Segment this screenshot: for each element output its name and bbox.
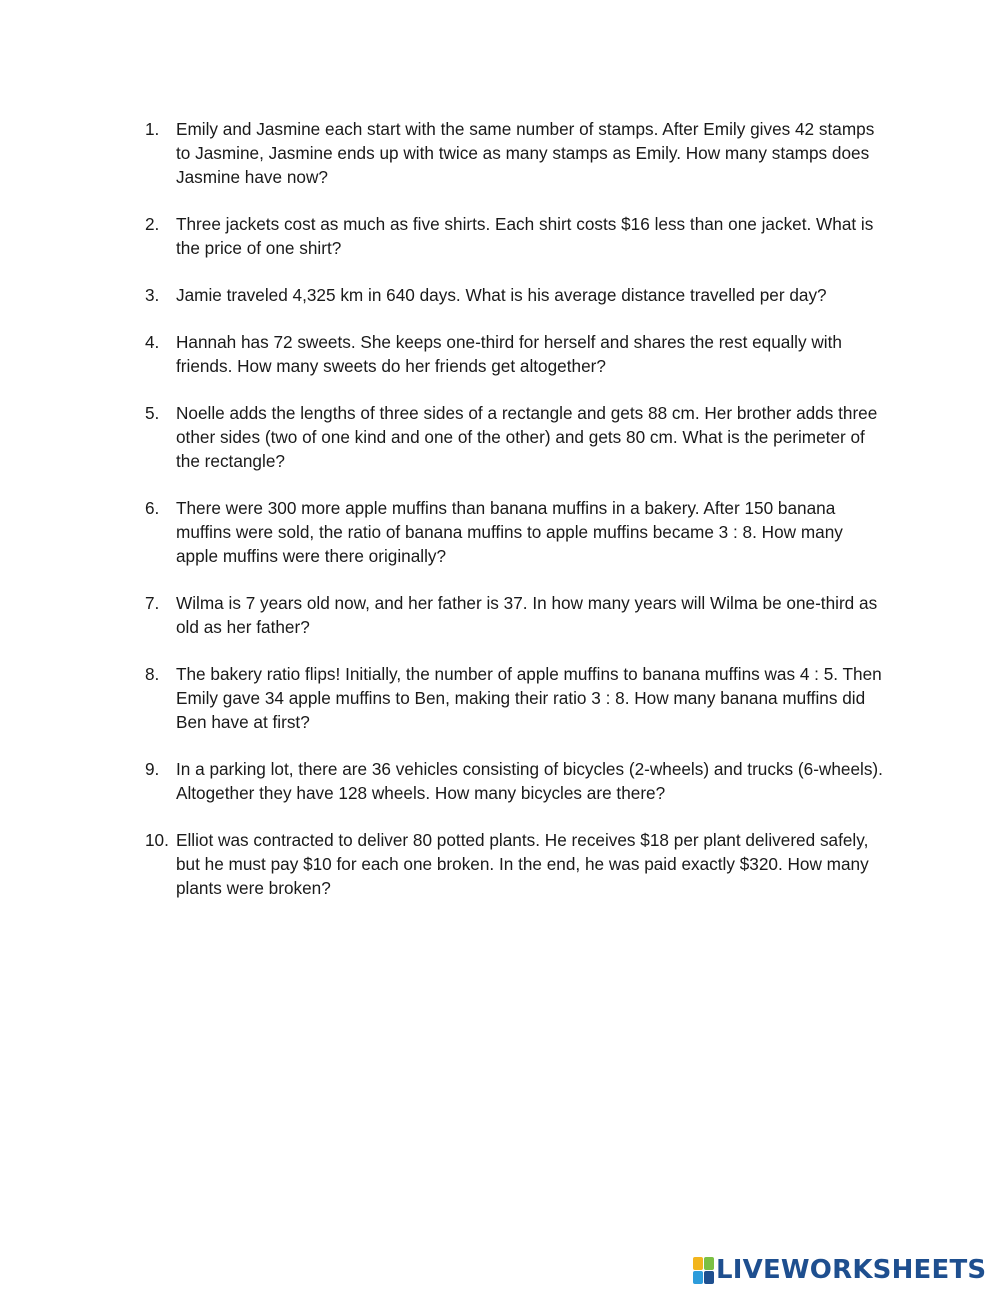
question-text: Emily and Jasmine each start with the same number of stamps. After Emily gives 42 stamps to Jasmine, Jasmine ends up with twice as many stamps as Emily. How many stamps does Jasmine have now? bbox=[176, 119, 875, 187]
question-5 bbox=[145, 401, 885, 473]
question-number: 2. bbox=[145, 214, 160, 234]
question-number: 10. bbox=[145, 830, 169, 850]
question-6 bbox=[145, 496, 885, 568]
question-10 bbox=[145, 828, 885, 900]
question-text: Three jackets cost as much as five shirts. Each shirt costs $16 less than one jacket. What is the price of one shirt? bbox=[176, 214, 874, 258]
question-text: There were 300 more apple muffins than banana muffins in a bakery. After 150 banana muffins were sold, the ratio of banana muffins to apple muffins became 3 : 8. How many apple muffins were there originally? bbox=[176, 498, 843, 566]
question-text: The bakery ratio flips! Initially, the number of apple muffins to banana muffins was 4 : 5. Then Emily gave 34 apple muffins to Ben, making their ratio 3 : 8. How many banana muffins did Ben have at first? bbox=[176, 664, 882, 732]
logo-tile-icon bbox=[693, 1257, 703, 1270]
question-2 bbox=[145, 212, 885, 260]
question-text: Wilma is 7 years old now, and her father is 37. In how many years will Wilma be one-third as old as her father? bbox=[176, 593, 878, 637]
question-9 bbox=[145, 757, 885, 805]
question-number: 1. bbox=[145, 119, 160, 139]
liveworksheets-logo bbox=[693, 1255, 986, 1285]
question-number: 6. bbox=[145, 498, 160, 518]
question-text: In a parking lot, there are 36 vehicles consisting of bicycles (2-wheels) and trucks (6-wheels). Altogether they have 128 wheels. How many bicycles are there? bbox=[176, 759, 883, 803]
liveworksheets-logo-icon bbox=[693, 1257, 713, 1283]
logo-wordmark: LIVEWORKSHEETS bbox=[716, 1255, 987, 1285]
question-3 bbox=[145, 283, 885, 307]
question-text: Jamie traveled 4,325 km in 640 days. What is his average distance travelled per day? bbox=[176, 285, 827, 305]
question-number: 7. bbox=[145, 593, 160, 613]
question-number: 8. bbox=[145, 664, 160, 684]
logo-tile-icon bbox=[704, 1271, 714, 1284]
question-number: 5. bbox=[145, 403, 160, 423]
question-text: Elliot was contracted to deliver 80 potted plants. He receives $18 per plant delivered safely, but he must pay $10 for each one broken. In the end, he was paid exactly $320. How many plants were broken? bbox=[176, 830, 869, 898]
question-8 bbox=[145, 662, 885, 734]
question-number: 4. bbox=[145, 332, 160, 352]
question-7 bbox=[145, 591, 885, 639]
question-1 bbox=[145, 117, 885, 189]
logo-tile-icon bbox=[704, 1257, 714, 1270]
logo-tile-icon bbox=[693, 1271, 703, 1284]
question-number: 3. bbox=[145, 285, 160, 305]
question-number: 9. bbox=[145, 759, 160, 779]
question-text: Noelle adds the lengths of three sides of a rectangle and gets 88 cm. Her brother adds three other sides (two of one kind and one of the other) and gets 80 cm. What is the perimeter of the rectangle? bbox=[176, 403, 878, 471]
worksheet-questions bbox=[145, 117, 885, 923]
question-4 bbox=[145, 330, 885, 378]
question-text: Hannah has 72 sweets. She keeps one-third for herself and shares the rest equally with friends. How many sweets do her friends get altogether? bbox=[176, 332, 842, 376]
